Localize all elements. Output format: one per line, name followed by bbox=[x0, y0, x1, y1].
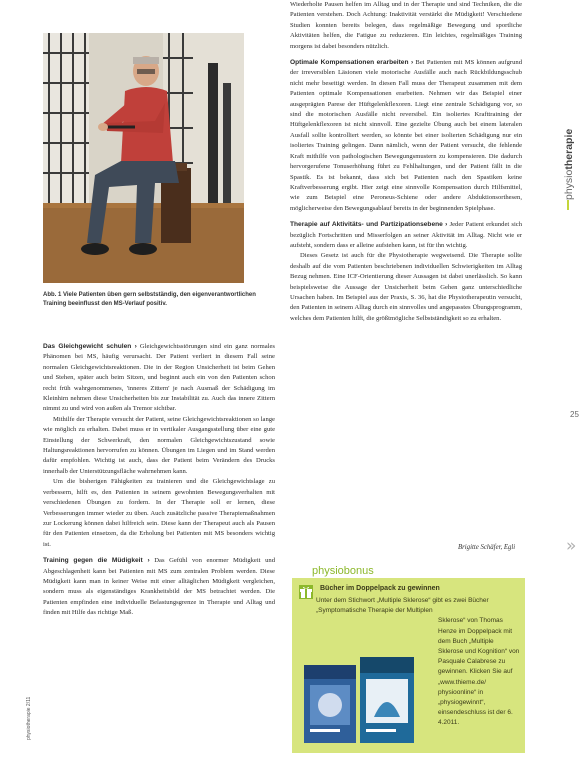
book-covers-image bbox=[304, 657, 416, 745]
paragraph: Jeder Patient erkundet sich bezüglich Fortschritten und Misserfolgen an seiner Aktivität im Alltag. Nicht wie er aufsteht, sondern dass er alleine aufstehen kann, ist für ihn wichtig. bbox=[290, 221, 523, 249]
vertical-credit-text: physiotherapie 2/11 bbox=[26, 696, 32, 740]
article-column-left bbox=[43, 342, 275, 619]
section-heading-balance: Das Gleichgewicht schulen › bbox=[43, 343, 137, 350]
bonus-text-intro: Unter dem Stichwort „Multiple Sklerose“ gibt es zwei Bücher „Symptomatische Therapie der Multiplen bbox=[316, 597, 489, 615]
bonus-text-details: Sklerose“ von Thomas Henze im Doppelpack mit dem Buch „Multiple Sklerose und Kognition“ von Pasquale Calabrese zu gewinnen. Klicken Sie auf „www.thieme.de/ physioonline“ in „physiogewinnt“, einsendeschluss ist der 6. 4.2011. bbox=[438, 617, 520, 727]
bonus-logo: physiobonus bbox=[312, 565, 374, 577]
section-heading-participation: Therapie auf Aktivitäts- und Partizipationsebene › bbox=[290, 221, 448, 229]
paragraph: Bei Patienten mit MS können aufgrund der irreversiblen Läsionen viele motorische Ausfälle auch nach Rückbildungsschub nicht mehr beseitigt werden. In diesen Fall muss der Therapeut zusammen mit dem Patienten optimale Kompensationen erarbeiten. Nehmen wir das Beispiel einer ausgeprägten Parese der Hüftgelenkflexoren. Liegt eine zentrale Schädigung vor, so sind die motorischen Ausfälle nicht reversibel. Ein isoliertes Krafttraining der Hüftgelenkflexoren ist nicht sinnvoll. Eine gezielte Übung auch bei einem lateralen Ausfall sollte kontrolliert werden, so könnte bei einer isolierten Schädigung nur ein isoliertes Training gelingen. Dann nämlich, wenn der Patient versucht, die fehlende Kraft mithilfe von pathologischen Bewegungsmustern zu kompensieren. Die dadurch hervorgerufene Tonuserhöhung führt zu Fehlhaltungen, und der Patient fällt in die Spastik. Es ist bekannt, dass sich bei Patienten nach den Spastiken keine Kraftverbesserung ergibt. Hier zeigt eine sinnvolle Kompensation durch Hilfsmittel, wie zum Beispiel eine Peroneus-Schiene oder andere Abduktionsorthesen, möglicherweise den Bewegungsablauf bereits in der beginnenden Spielphase. bbox=[290, 59, 522, 212]
paragraph: Mithilfe der Therapie versucht der Patient, seine Gleichgewichtsreaktionen so lange wie möglich zu erhalten. Dabei muss er in vertikaler Ausgangsstellung über eine gute Einstellung der Schwerkraft, den normalen Gleichgewichtszustand sowie Haltungsreaktionen hervorrufen zu können. Übungen im Liegen und im Stand werden dafür empfohlen. Wichtig ist auch, dass der Patient beim Verändern des Drucks innerhalb der Unterstützungsfläche wahrnehmen kann. bbox=[43, 415, 275, 475]
paragraph: Gleichgewichtsstörungen sind ein ganz normales Phänomen bei MS, häufig verursacht. Der Patient verliert in diesem Fall seine normalen Gleichgewichtsreaktionen. Die in der Region Unsicherheit ist beim Gehen und Stehen, später auch beim Sitzen, und beginnt auch ein von den Patienten schon recht früh wahrgenommenes, 'inneres Zittern' je nach Ausmaß der Schädigung im Kleinhirn nehmen diese Unsicherheiten bis zur Instabilität zu. Auch das innere Zittern nimmt zu und wird von außen als Tremor sichtbar. bbox=[43, 343, 275, 413]
paragraph: Das Gefühl von enormer Müdigkeit und Abgeschlagenheit kann bei Patienten mit MS zum zentralen Problem werden. Diese Müdigkeit kann man in keiner Weise mit einer alltäglichen Müdigkeit vergleichen, sondern muss als eigenständiges Krankheitsbild der MS betrachtet werden. Die Patienten empfinden eine individuelle Belastungsgrenze in Therapie und Alltag und finden mit Hilfe das richtige Maß. bbox=[43, 557, 275, 617]
brand-thin: physio bbox=[563, 169, 575, 200]
svg-text:physiotherapie bbox=[563, 129, 575, 200]
photo-patient-exercise bbox=[43, 33, 244, 283]
section-heading-compensation: Optimale Kompensationen erarbeiten › bbox=[290, 59, 414, 67]
brand-bold: therapie bbox=[563, 128, 575, 170]
paragraph: Dieses Gesetz ist auch für die Physiotherapie wegweisend. Die Therapie sollte deshalb auf die vom Patienten beschriebenen individuellen Schwierigkeiten im Alltag Bezug nehmen. Eine ICF-Orientierung dieser Aussagen ist dabei unerlässlich. So kann beispielsweise die Aussage der Unsicherheit beim Gehen ganz unterschiedliche Ursachen haben. Im Beispiel aus der Praxis, S. 36, hat die Physiotherapeutin versucht, den Patienten in seinem Alltag durch ein sinnvolles und angepasstes Übungsprogramm, welches dem Patienten hilft, die größtmögliche Selbstständigkeit so zu erhalten. bbox=[290, 252, 522, 322]
paragraph: Um die bisherigen Fähigkeiten zu trainieren und die Gleichgewichtslage zu verbessern, hilft es, den Patienten in seinem gewohnten Bewegungsverhalten mit verschiedenen Übungen zu fordern. In der Therapie soll er lernen, diese Verbesserungen immer wieder zu üben. Auch zusätzliche passive Therapiemaßnahmen zur Lockerung können dabei hilfreich sein. Diese kann der Therapeut auch als Pausen für den Patienten einsetzen, da die Erholung bei Patienten mit MS besonders wichtig ist. bbox=[43, 478, 275, 548]
page-number: 25 bbox=[570, 410, 579, 419]
brand-vertical bbox=[556, 92, 580, 202]
brand-accent-bar bbox=[567, 200, 569, 210]
vertical-credit bbox=[22, 690, 32, 740]
figure-caption: Abb. 1 Viele Patienten üben gern selbstständig, den eigenverantwortlichen Training beeinflusst den MS-Verlauf positiv. bbox=[43, 292, 256, 307]
section-heading-fatigue: Training gegen die Müdigkeit › bbox=[43, 557, 150, 565]
gift-icon bbox=[299, 585, 313, 599]
bonus-title: Bücher im Doppelpack zu gewinnen bbox=[320, 585, 440, 592]
author-signature: Brigitte Schäfer, Egli bbox=[458, 544, 516, 551]
next-page-arrows-icon[interactable]: » bbox=[566, 536, 574, 556]
paragraph: Wiederholte Pausen helfen im Alltag und in der Therapie und sind Techniken, die die Patienten verstehen. Doch Achtung: Inaktivität verstärkt die Müdigkeit! Verschiedene Studien konnten bereits belegen, dass regelmäßige Bewegung und sportliche Aktivitäten helfen, die Fatigue zu reduzieren. Ein leichtes, regelmäßiges Training morgens ist dabei besonders nützlich. bbox=[290, 1, 522, 50]
article-column-right bbox=[290, 0, 522, 324]
